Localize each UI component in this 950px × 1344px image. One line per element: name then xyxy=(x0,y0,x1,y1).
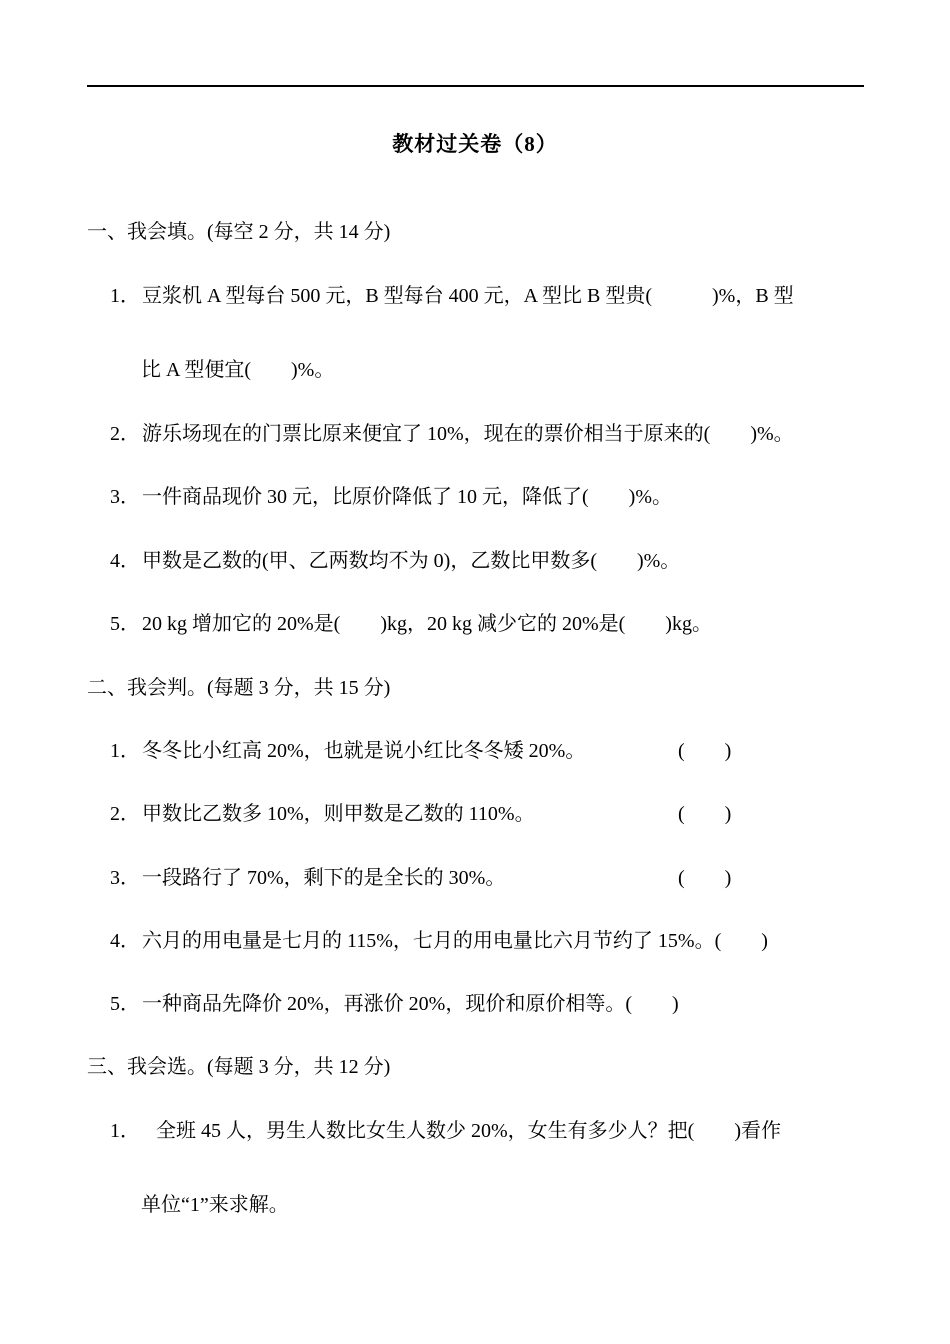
s1-q3 xyxy=(110,485,672,509)
s3-q1-line1 xyxy=(110,1119,781,1143)
s2-q3-answer-paren: ( ) xyxy=(678,867,732,889)
section-1-heading: 一、我会填。(每空 2 分，共 14 分) xyxy=(87,221,391,243)
s1-q1-line1 xyxy=(110,284,794,308)
s1-q2-text: 游乐场现在的门票比原来便宜了 10%，现在的票价相当于原来的( )%。 xyxy=(142,423,794,445)
s2-q1-text: 冬冬比小红高 20%，也就是说小红比冬冬矮 20%。 xyxy=(142,740,586,762)
s3-q1-line2: 单位“1”来求解。 xyxy=(141,1194,289,1216)
s2-q4-text: 六月的用电量是七月的 115%，七月的用电量比六月节约了 15%。( ) xyxy=(142,930,768,952)
s2-q2-answer-paren: ( ) xyxy=(678,803,732,825)
s2-q1-number: 1． xyxy=(110,740,140,762)
s2-q1 xyxy=(110,739,585,763)
s1-q4-number: 4． xyxy=(110,550,140,572)
s2-q3-number: 3． xyxy=(110,867,140,889)
s2-q3 xyxy=(110,866,505,890)
s1-q2 xyxy=(110,422,794,446)
s1-q4 xyxy=(110,549,680,573)
s2-q4-number: 4． xyxy=(110,930,140,952)
page-title: 教材过关卷（8） xyxy=(392,132,558,156)
s2-q2-text: 甲数比乙数多 10%，则甲数是乙数的 110%。 xyxy=(142,803,535,825)
s1-q1-line2: 比 A 型便宜( )%。 xyxy=(141,359,335,381)
s2-q2 xyxy=(110,802,535,826)
s3-q1-text: 全班 45 人，男生人数比女生人数少 20%，女生有多少人？把( )看作 xyxy=(156,1120,781,1142)
s1-q2-number: 2． xyxy=(110,423,140,445)
s1-q1-text: 豆浆机 A 型每台 500 元，B 型每台 400 元，A 型比 B 型贵( )%，B 型 xyxy=(142,285,794,307)
section-2-heading: 二、我会判。(每题 3 分，共 15 分) xyxy=(87,677,391,699)
s1-q5 xyxy=(110,612,712,636)
s2-q5-text: 一种商品先降价 20%，再涨价 20%，现价和原价相等。( ) xyxy=(142,993,679,1015)
s2-q2-number: 2． xyxy=(110,803,140,825)
s1-q5-text: 20 kg 增加它的 20%是( )kg，20 kg 减少它的 20%是( )kg。 xyxy=(142,613,712,635)
s2-q1-answer-paren: ( ) xyxy=(678,740,732,762)
s3-q1-number: 1． xyxy=(110,1120,140,1142)
s2-q5 xyxy=(110,992,679,1016)
s1-q5-number: 5． xyxy=(110,613,140,635)
section-3-heading: 三、我会选。(每题 3 分，共 12 分) xyxy=(87,1056,391,1078)
s1-q3-text: 一件商品现价 30 元，比原价降低了 10 元，降低了( )%。 xyxy=(142,486,672,508)
s1-q1-number: 1． xyxy=(110,285,140,307)
s2-q3-text: 一段路行了 70%，剩下的是全长的 30%。 xyxy=(142,867,506,889)
s1-q3-number: 3． xyxy=(110,486,140,508)
s2-q4 xyxy=(110,929,768,953)
s2-q5-number: 5． xyxy=(110,993,140,1015)
s1-q4-text: 甲数是乙数的(甲、乙两数均不为 0)，乙数比甲数多( )%。 xyxy=(142,550,681,572)
top-rule xyxy=(87,85,864,87)
